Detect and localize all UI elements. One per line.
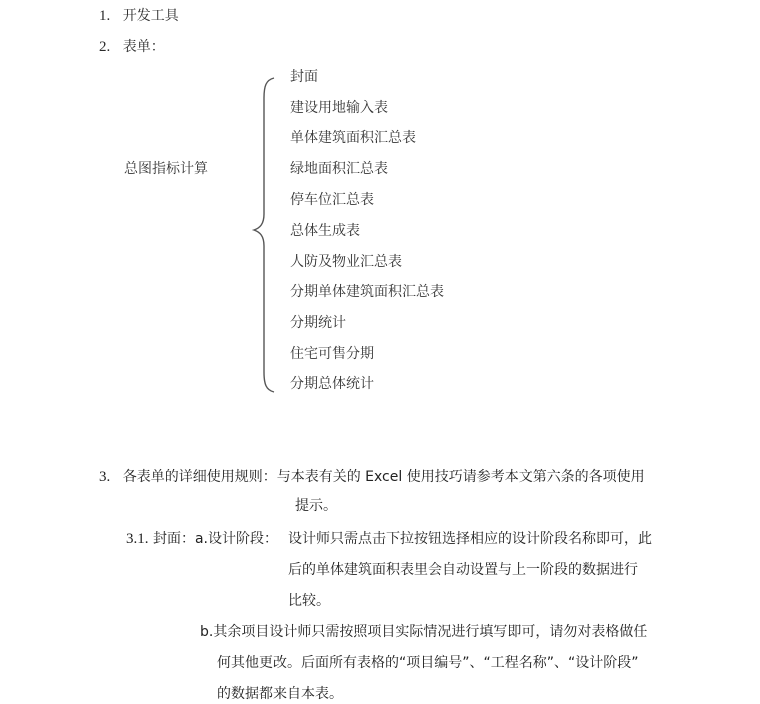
group-label: 总图指标计算 (124, 161, 208, 177)
subsection-3-1-heading (126, 529, 278, 549)
item-a-line-1: 设计师只需点击下拉按钮选择相应的设计阶段名称即可，此 (288, 531, 652, 547)
section-1-number: 1. (99, 8, 111, 24)
curly-brace-icon (250, 76, 280, 394)
subsection-3-1-number: 3.1. (126, 531, 149, 547)
list-item: 绿地面积汇总表 (290, 161, 388, 177)
list-item: 建设用地输入表 (290, 100, 388, 116)
list-item: 总体生成表 (290, 223, 360, 239)
list-item: 分期总体统计 (290, 376, 374, 392)
section-1-heading (99, 6, 179, 26)
section-3-text-line-1: 与本表有关的 Excel 使用技巧请参考本文第六条的各项使用 (276, 469, 645, 485)
list-item: 单体建筑面积汇总表 (290, 130, 416, 146)
section-3-number: 3. (99, 469, 111, 485)
section-2-title: 表单： (122, 39, 165, 55)
section-3-text-line-2: 提示。 (295, 498, 337, 514)
list-item: 住宅可售分期 (290, 346, 374, 362)
list-item: 停车位汇总表 (290, 192, 374, 208)
section-3-title: 各表单的详细使用规则： (122, 469, 277, 485)
section-2-number: 2. (99, 39, 111, 55)
list-item: 分期统计 (290, 315, 346, 331)
subsection-3-1-title: 封面： (152, 531, 195, 547)
item-b-line-2: 何其他更改。后面所有表格的“项目编号”、“工程名称”、“设计阶段” (217, 655, 639, 671)
section-3-heading (99, 467, 645, 487)
section-1-title: 开发工具 (122, 8, 179, 24)
item-a-line-2: 后的单体建筑面积表里会自动设置与上一阶段的数据进行 (288, 562, 638, 578)
section-2-heading (99, 37, 165, 57)
item-a-label: a.设计阶段： (194, 531, 278, 547)
item-a-line-3: 比较。 (288, 593, 330, 609)
item-b-line-1: b.其余项目设计师只需按照项目实际情况进行填写即可，请勿对表格做任 (200, 624, 648, 640)
list-item: 分期单体建筑面积汇总表 (290, 284, 444, 300)
list-item: 封面 (290, 69, 318, 85)
item-b-line-3: 的数据都来自本表。 (217, 686, 343, 702)
list-item: 人防及物业汇总表 (290, 254, 402, 270)
